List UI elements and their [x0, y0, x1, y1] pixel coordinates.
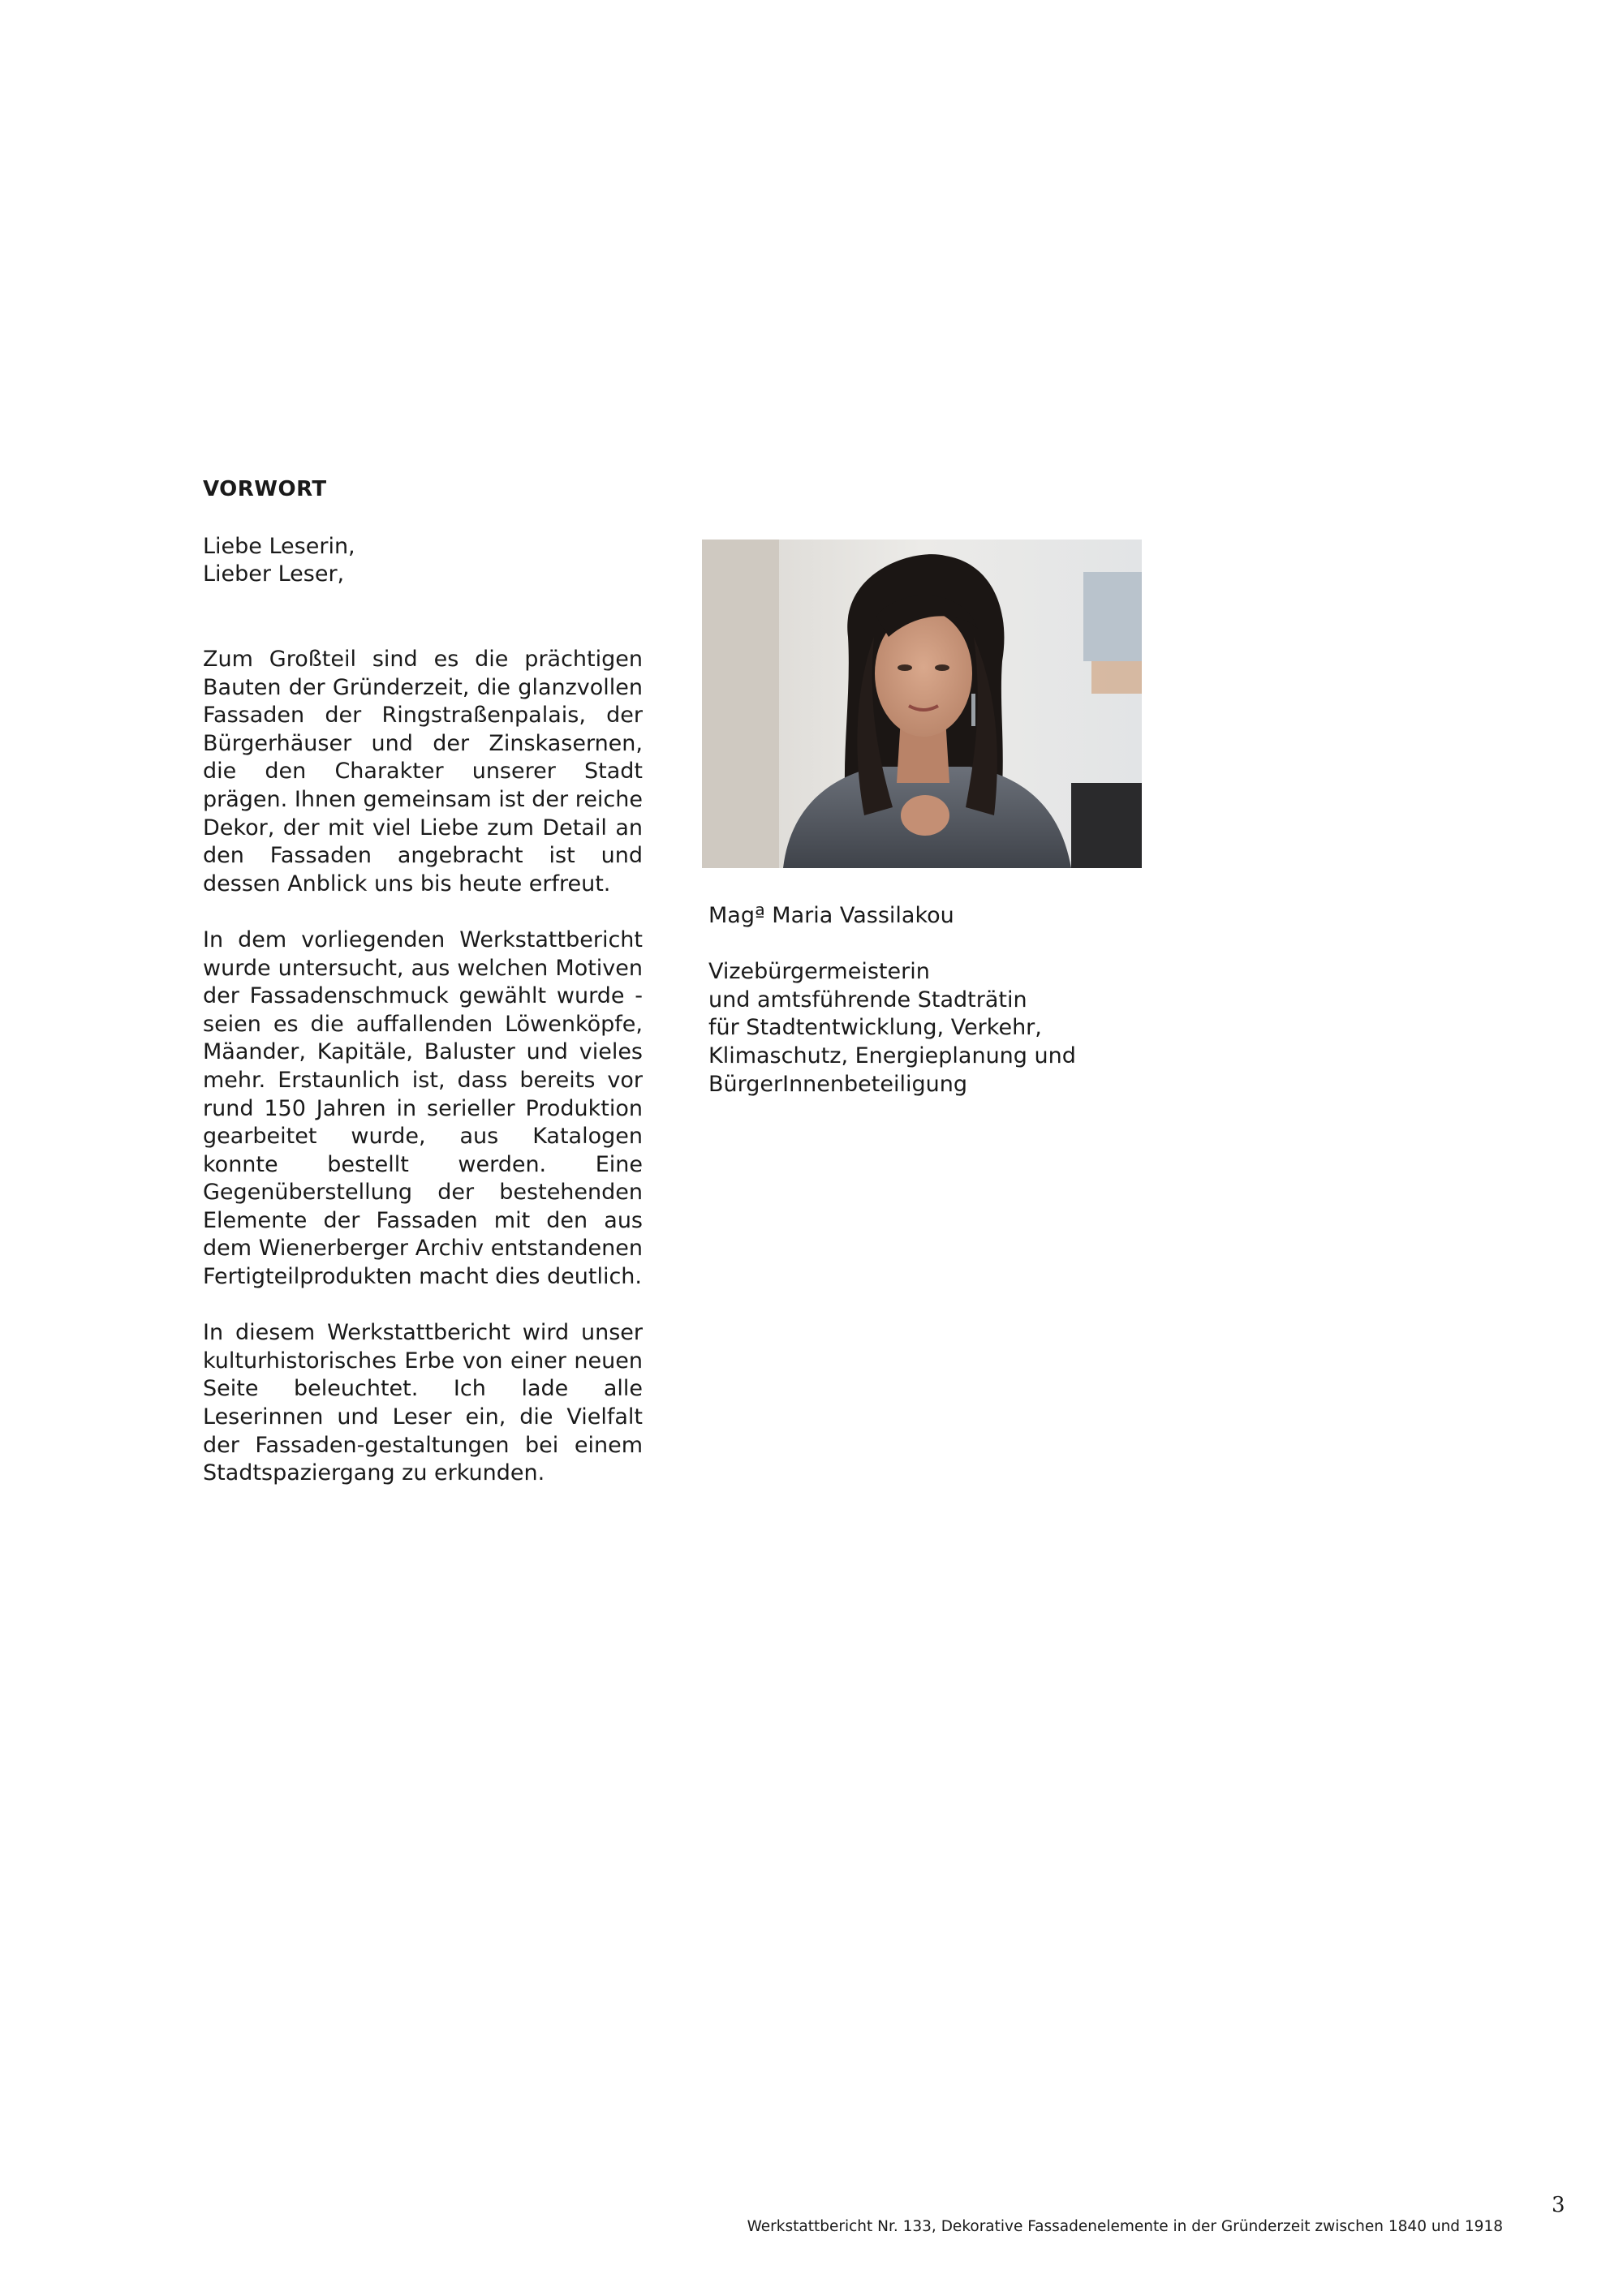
role-line-4: Klimaschutz, Energieplanung und: [708, 1043, 1076, 1068]
salutation: [203, 533, 355, 588]
body-text: [203, 646, 643, 1516]
paragraph-2: In dem vorliegenden Werkstattbericht wurde untersucht, aus welchen Motiven der Fassadenschmuck gewählt wurde - seien es die auffallenden Löwenköpfe, Mäander, Kapitäle, Baluster und vieles mehr. Erstaunlich ist, dass bereits vor rund 150 Jahren in serieller Produktion gearbeitet wurde, aus Katalogen konnte bestellt werden. Eine Gegenüberstellung der bestehenden Elemente der Fassaden mit den aus dem Wienerberger Archiv entstandenen Fertigteilprodukten macht dies deutlich.: [203, 927, 643, 1290]
portrait-photo: [702, 540, 1142, 868]
salutation-line-2: Lieber Leser,: [203, 561, 345, 587]
salutation-line-1: Liebe Leserin,: [203, 534, 355, 559]
role-line-1: Vizebürgermeisterin: [708, 959, 930, 985]
paragraph-1: Zum Großteil sind es die prächtigen Bauten der Gründerzeit, die glanzvollen Fassaden der Ringstraßenpalais, der Bürgerhäuser und der Zinskasernen, die den Charakter unserer Stadt prägen. Ihnen gemeinsam ist der reiche Dekor, der mit viel Liebe zum Detail an den Fassaden angebracht ist und dessen Anblick uns bis heute erfreut.: [203, 647, 643, 896]
role-line-2: und amtsführende Stadträtin: [708, 987, 1027, 1013]
role-line-5: BürgerInnenbeteiligung: [708, 1071, 967, 1097]
page-footer: Werkstattbericht Nr. 133, Dekorative Fassadenelemente in der Gründerzeit zwischen 1840 und 1918: [747, 2218, 1503, 2235]
paragraph-3: In diesem Werkstattbericht wird unser kulturhistorisches Erbe von einer neuen Seite beleuchtet. Ich lade alle Leserinnen und Leser ein, die Vielfalt der Fassaden-gestaltungen bei einem Stadtspaziergang zu erkunden.: [203, 1320, 643, 1486]
role-line-3: für Stadtentwicklung, Verkehr,: [708, 1015, 1042, 1041]
author-role: [708, 958, 1147, 1099]
page-heading: VORWORT: [203, 477, 327, 501]
portrait-caption: [708, 902, 1147, 1099]
page-number: 3: [1552, 2193, 1565, 2217]
author-name: Magª Maria Vassilakou: [708, 903, 954, 928]
